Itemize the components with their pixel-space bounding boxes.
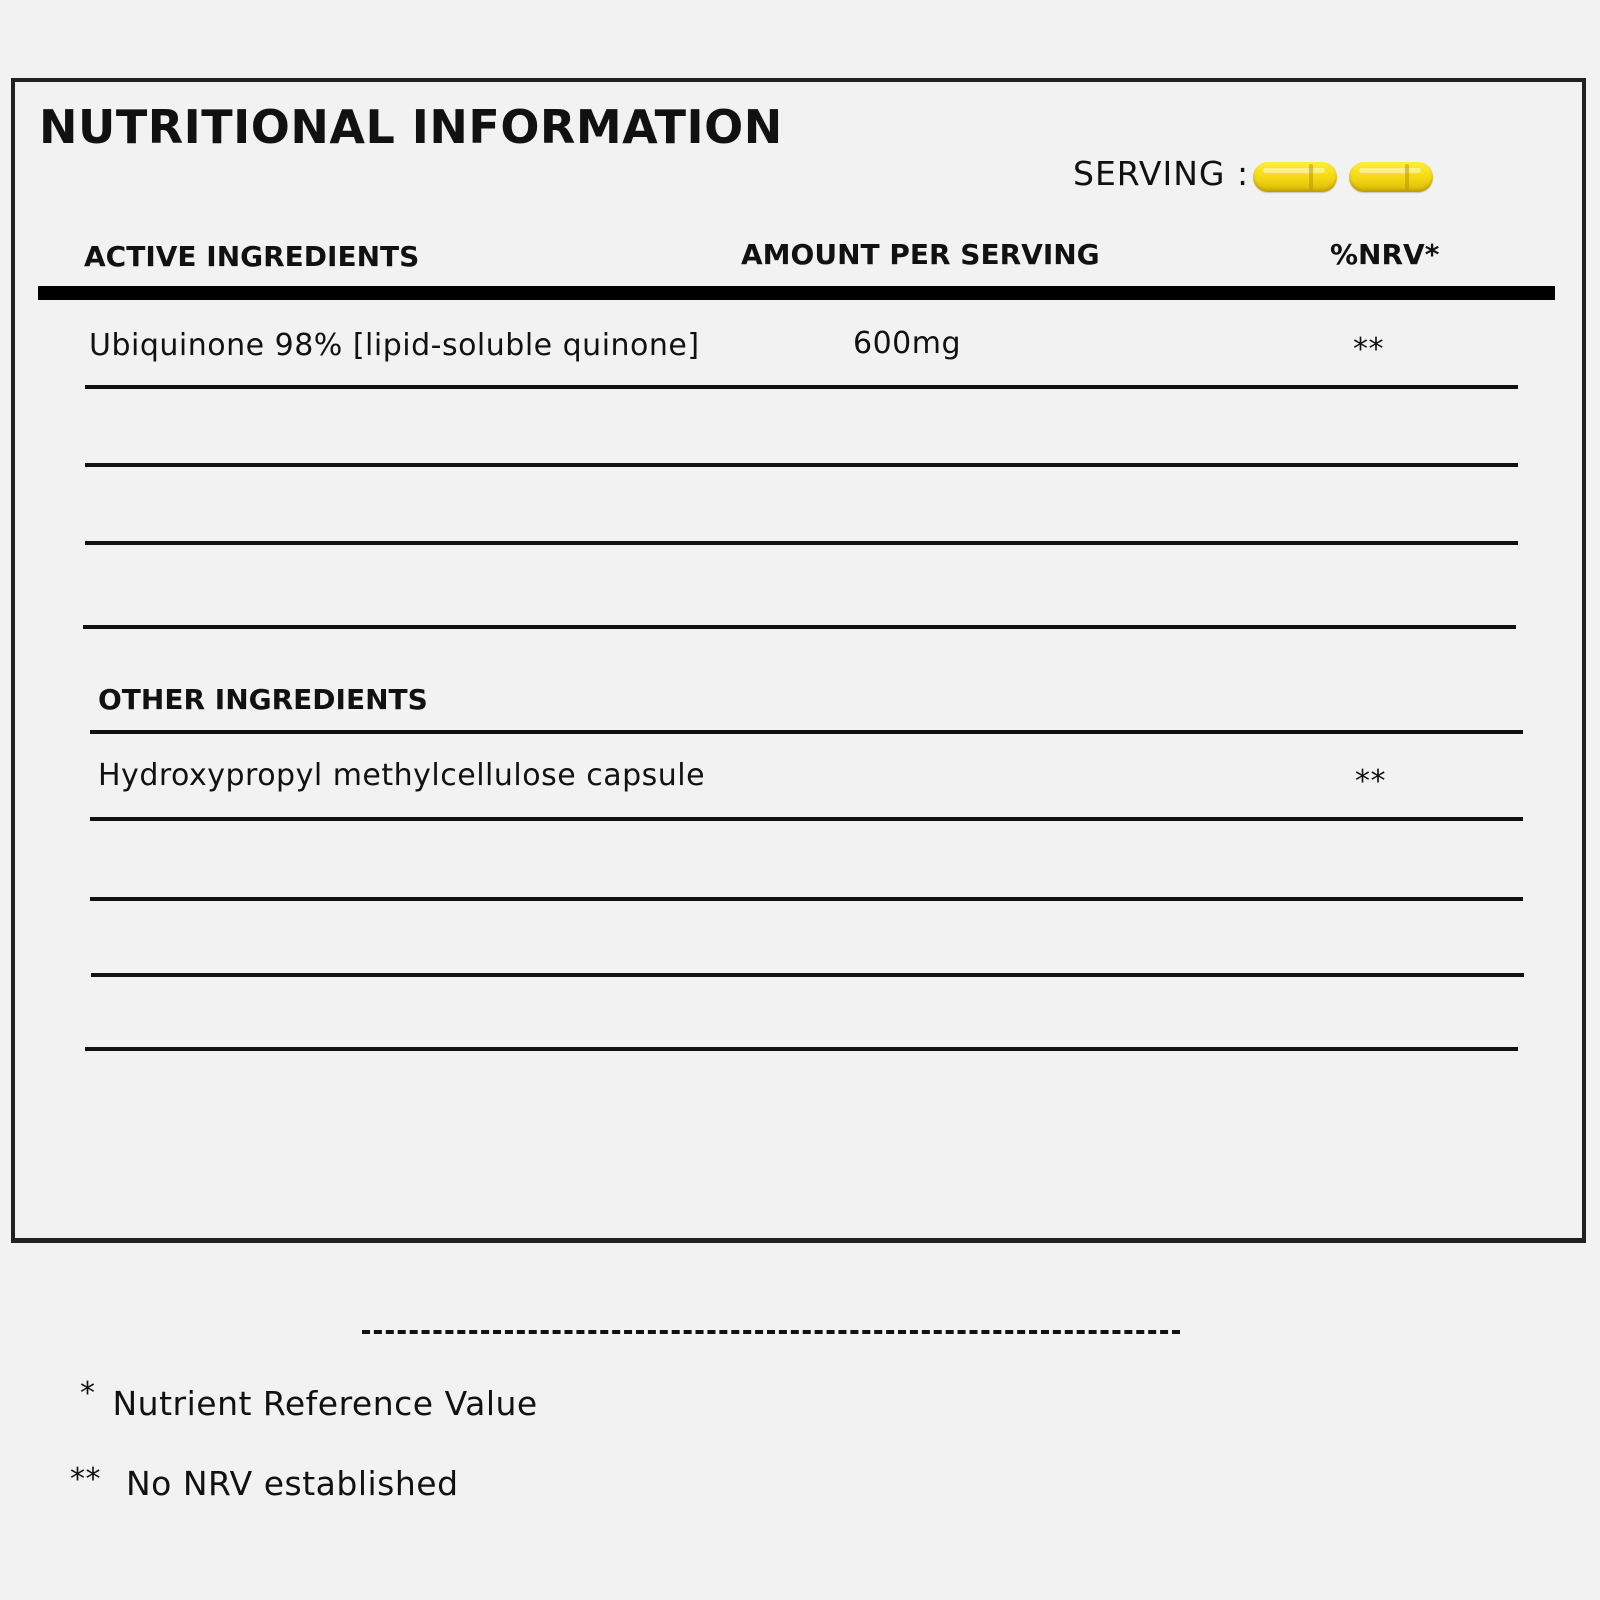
- row-divider: [90, 730, 1523, 734]
- other-ingredients-heading: OTHER INGREDIENTS: [98, 683, 428, 716]
- row-divider: [90, 897, 1523, 901]
- row-divider: [85, 541, 1518, 545]
- footnote-text: Nutrient Reference Value: [112, 1384, 538, 1423]
- page-title: NUTRITIONAL INFORMATION: [39, 100, 783, 154]
- header-amount-per-serving: AMOUNT PER SERVING: [741, 238, 1100, 271]
- row-divider: [90, 817, 1523, 821]
- other-ingredient-nrv: **: [1355, 764, 1386, 799]
- header-active-ingredients: ACTIVE INGREDIENTS: [84, 240, 420, 273]
- footnote-marker: **: [70, 1462, 101, 1497]
- capsule-icon: [1349, 162, 1433, 192]
- header-divider: [38, 286, 1555, 300]
- other-ingredient-name: Hydroxypropyl methylcellulose capsule: [98, 758, 706, 793]
- active-ingredient-nrv: **: [1353, 332, 1384, 367]
- serving-label: SERVING :: [1073, 154, 1250, 193]
- footnote-marker: *: [80, 1376, 96, 1411]
- header-nrv: %NRV*: [1330, 238, 1440, 271]
- row-divider: [85, 385, 1518, 389]
- footnote-no-nrv: [70, 1464, 459, 1503]
- capsule-icon: [1253, 162, 1337, 192]
- row-divider: [85, 1047, 1518, 1051]
- footnote-nrv-definition: [80, 1376, 538, 1423]
- dashed-separator: [362, 1330, 1180, 1334]
- row-divider: [91, 973, 1524, 977]
- active-ingredient-name: Ubiquinone 98% [lipid-soluble quinone]: [89, 328, 700, 363]
- active-ingredient-amount: 600mg: [853, 326, 962, 361]
- row-divider: [83, 625, 1516, 629]
- row-divider: [85, 463, 1518, 467]
- footnote-text: No NRV established: [126, 1464, 459, 1503]
